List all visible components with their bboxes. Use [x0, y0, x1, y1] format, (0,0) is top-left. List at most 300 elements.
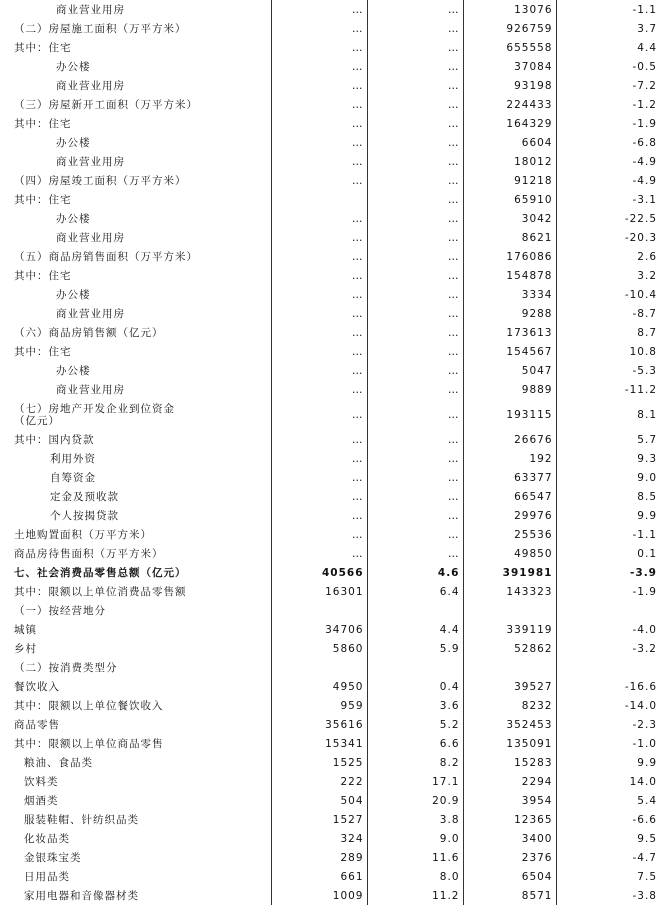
- cell-c3: 9288: [463, 304, 556, 323]
- row-label: [0, 323, 271, 342]
- row-label-text: 家用电器和音像器材类: [24, 889, 139, 902]
- cell-c3: 26676: [463, 430, 556, 449]
- table-row: [0, 886, 669, 905]
- table-row: [0, 95, 669, 114]
- cell-c3: 193115: [463, 399, 556, 430]
- row-label-text: 商业营业用房: [56, 383, 125, 396]
- row-label-text: 其中：国内贷款: [14, 433, 95, 446]
- cell-c1: …: [271, 38, 367, 57]
- row-label: [0, 57, 271, 76]
- cell-c2: …: [367, 19, 463, 38]
- cell-c2: 3.8: [367, 810, 463, 829]
- cell-c1: …: [271, 487, 367, 506]
- table-row: [0, 171, 669, 190]
- table-row: [0, 810, 669, 829]
- row-label-text: 利用外资: [50, 452, 96, 465]
- row-label-text: 商业营业用房: [56, 307, 125, 320]
- cell-c4: 4.4: [637, 41, 657, 54]
- cell-c4: 9.3: [637, 452, 657, 465]
- row-label: [0, 506, 271, 525]
- row-label-text: （二）按消费类型分: [14, 661, 118, 674]
- row-label-text: 定金及预收款: [50, 490, 119, 503]
- row-label: [0, 228, 271, 247]
- cell-c2: …: [367, 468, 463, 487]
- row-label: [0, 399, 271, 430]
- cell-c2: 0.4: [367, 677, 463, 696]
- row-label-text: 其中：住宅: [14, 41, 72, 54]
- cell-c4: -11.2: [624, 383, 657, 396]
- table-row: [0, 544, 669, 563]
- cell-c1: …: [271, 361, 367, 380]
- row-label-text: 商业营业用房: [56, 155, 125, 168]
- cell-c4: 8.1: [637, 408, 657, 421]
- cell-c4: -16.6: [624, 680, 657, 693]
- row-label-text: 金银珠宝类: [24, 851, 82, 864]
- row-label-text: 其中：限额以上单位餐饮收入: [14, 699, 164, 712]
- cell-c3: 29976: [463, 506, 556, 525]
- cell-c2: 9.0: [367, 829, 463, 848]
- cell-c2: …: [367, 487, 463, 506]
- cell-c4: [556, 601, 669, 620]
- row-label: [0, 810, 271, 829]
- cell-c4: -3.1: [632, 193, 657, 206]
- cell-c1: …: [271, 114, 367, 133]
- cell-c4: -3.8: [632, 889, 657, 902]
- row-label: [0, 791, 271, 810]
- row-label: [0, 772, 271, 791]
- row-label: [0, 247, 271, 266]
- cell-c4: -14.0: [624, 699, 657, 712]
- row-label-text: 土地购置面积（万平方米）: [14, 528, 152, 541]
- row-label-text: 化妆品类: [24, 832, 70, 845]
- cell-c1: …: [271, 544, 367, 563]
- cell-c4: -0.5: [632, 60, 657, 73]
- row-label: [0, 361, 271, 380]
- row-label-text: 自筹资金: [50, 471, 96, 484]
- table-row: [0, 449, 669, 468]
- row-label: [0, 829, 271, 848]
- cell-c1: 1525: [271, 753, 367, 772]
- row-label-text: 服装鞋帽、针纺织品类: [24, 813, 139, 826]
- row-label-text: 商品零售: [14, 718, 60, 731]
- cell-c3: 192: [463, 449, 556, 468]
- row-label: [0, 209, 271, 228]
- table-row: [0, 487, 669, 506]
- table-row: [0, 57, 669, 76]
- cell-c3: 12365: [463, 810, 556, 829]
- cell-c3: 15283: [463, 753, 556, 772]
- cell-c3: 25536: [463, 525, 556, 544]
- table-row: [0, 848, 669, 867]
- row-label: [0, 38, 271, 57]
- table-row: [0, 114, 669, 133]
- row-label-text: 商业营业用房: [56, 79, 125, 92]
- cell-c4: 2.6: [637, 250, 657, 263]
- row-label-text: 商业营业用房: [56, 3, 125, 16]
- row-label: [0, 696, 271, 715]
- cell-c4: 3.7: [637, 22, 657, 35]
- cell-c2: …: [367, 380, 463, 399]
- cell-c1: …: [271, 95, 367, 114]
- table-row: [0, 399, 669, 430]
- cell-c2: …: [367, 323, 463, 342]
- row-label: [0, 0, 271, 19]
- cell-c2: 4.4: [367, 620, 463, 639]
- cell-c3: 176086: [463, 247, 556, 266]
- cell-c1: …: [271, 266, 367, 285]
- cell-c2: 8.2: [367, 753, 463, 772]
- cell-c4: -10.4: [624, 288, 657, 301]
- cell-c4: -1.2: [632, 98, 657, 111]
- table-row: [0, 133, 669, 152]
- cell-c2: …: [367, 57, 463, 76]
- cell-c1: 959: [271, 696, 367, 715]
- row-label: [0, 76, 271, 95]
- table-row: [0, 342, 669, 361]
- row-label: [0, 544, 271, 563]
- cell-c3: 143323: [463, 582, 556, 601]
- cell-c1: 1527: [271, 810, 367, 829]
- row-label-text: 饮料类: [24, 775, 59, 788]
- cell-c4: 9.9: [637, 756, 657, 769]
- cell-c3: 391981: [463, 563, 556, 582]
- row-label-text: 烟酒类: [24, 794, 59, 807]
- row-label: [0, 582, 271, 601]
- cell-c1: …: [271, 19, 367, 38]
- cell-c2: …: [367, 76, 463, 95]
- cell-c1: 504: [271, 791, 367, 810]
- row-label-text: （六）商品房销售额（亿元）: [14, 326, 164, 339]
- cell-c2: …: [367, 525, 463, 544]
- cell-c3: 49850: [463, 544, 556, 563]
- row-label: [0, 133, 271, 152]
- row-label: [0, 190, 271, 209]
- row-label: [0, 886, 271, 905]
- cell-c3: 8571: [463, 886, 556, 905]
- cell-c3: 655558: [463, 38, 556, 57]
- cell-c4: -4.7: [632, 851, 657, 864]
- table-row: [0, 734, 669, 753]
- row-label-text: 办公楼: [56, 288, 91, 301]
- row-label-text: 粮油、食品类: [24, 756, 93, 769]
- row-label: [0, 266, 271, 285]
- cell-c1: …: [271, 342, 367, 361]
- row-label-text: 其中：住宅: [14, 117, 72, 130]
- cell-c1: …: [271, 285, 367, 304]
- cell-c2: 5.9: [367, 639, 463, 658]
- row-label-text: 其中：限额以上单位消费品零售额: [14, 585, 187, 598]
- table-row: [0, 361, 669, 380]
- cell-c1: 1009: [271, 886, 367, 905]
- row-label: [0, 734, 271, 753]
- table-row: [0, 152, 669, 171]
- cell-c2: …: [367, 361, 463, 380]
- cell-c4: 9.9: [637, 509, 657, 522]
- cell-c1: …: [271, 171, 367, 190]
- cell-c2: 20.9: [367, 791, 463, 810]
- cell-c4: [556, 658, 669, 677]
- cell-c3: 63377: [463, 468, 556, 487]
- row-label-text: 七、社会消费品零售总额（亿元）: [14, 566, 187, 579]
- cell-c3: 18012: [463, 152, 556, 171]
- cell-c4: -4.0: [632, 623, 657, 636]
- row-label: [0, 715, 271, 734]
- cell-c3: 154567: [463, 342, 556, 361]
- cell-c2: 5.2: [367, 715, 463, 734]
- cell-c1: …: [271, 152, 367, 171]
- cell-c3: 91218: [463, 171, 556, 190]
- cell-c3: 3334: [463, 285, 556, 304]
- cell-c4: -8.7: [632, 307, 657, 320]
- table-row: [0, 76, 669, 95]
- table-row: [0, 190, 669, 209]
- cell-c2: 8.0: [367, 867, 463, 886]
- cell-c3: 135091: [463, 734, 556, 753]
- cell-c4: -1.9: [632, 585, 657, 598]
- cell-c3: 5047: [463, 361, 556, 380]
- cell-c1: …: [271, 304, 367, 323]
- cell-c2: …: [367, 285, 463, 304]
- row-label-text: 办公楼: [56, 60, 91, 73]
- cell-c1: …: [271, 506, 367, 525]
- table-row: [0, 601, 669, 620]
- row-label: [0, 449, 271, 468]
- table-row: [0, 247, 669, 266]
- table-row: [0, 772, 669, 791]
- row-label-text: 其中：住宅: [14, 345, 72, 358]
- cell-c2: …: [367, 228, 463, 247]
- row-label: [0, 19, 271, 38]
- cell-c4: -2.3: [632, 718, 657, 731]
- cell-c4: 0.1: [637, 547, 657, 560]
- table-row: [0, 19, 669, 38]
- row-label-text: （七）房地产开发企业到位资金: [14, 402, 175, 415]
- row-label-text: 城镇: [14, 623, 37, 636]
- cell-c3: 2376: [463, 848, 556, 867]
- cell-c2: 17.1: [367, 772, 463, 791]
- row-label: [0, 753, 271, 772]
- cell-c3: 9889: [463, 380, 556, 399]
- cell-c4: -3.2: [632, 642, 657, 655]
- row-label-text: （五）商品房销售面积（万平方米）: [14, 250, 198, 263]
- cell-c3: 3042: [463, 209, 556, 228]
- cell-c4: 14.0: [629, 775, 657, 788]
- cell-c4: -1.9: [632, 117, 657, 130]
- cell-c2: 11.2: [367, 886, 463, 905]
- row-label: [0, 342, 271, 361]
- row-label: [0, 677, 271, 696]
- cell-c2: …: [367, 304, 463, 323]
- cell-c4: 10.8: [629, 345, 657, 358]
- cell-c4: 7.5: [637, 870, 657, 883]
- cell-c2: …: [367, 266, 463, 285]
- cell-c1: …: [271, 399, 367, 430]
- row-label: [0, 867, 271, 886]
- cell-c1: 289: [271, 848, 367, 867]
- row-label: [0, 658, 271, 677]
- cell-c1: [271, 601, 367, 620]
- cell-c1: …: [271, 449, 367, 468]
- cell-c4: -4.9: [632, 174, 657, 187]
- cell-c2: …: [367, 38, 463, 57]
- cell-c3: 173613: [463, 323, 556, 342]
- cell-c3: 93198: [463, 76, 556, 95]
- table-row: [0, 304, 669, 323]
- cell-c1: [271, 190, 367, 209]
- cell-c1: 5860: [271, 639, 367, 658]
- cell-c4: 3.2: [637, 269, 657, 282]
- cell-c4: -6.6: [632, 813, 657, 826]
- cell-c4: -1.1: [632, 528, 657, 541]
- row-label: [0, 171, 271, 190]
- row-label-text: 商业营业用房: [56, 231, 125, 244]
- cell-c2: [367, 601, 463, 620]
- cell-c2: …: [367, 95, 463, 114]
- cell-c1: [271, 658, 367, 677]
- cell-c3: 13076: [463, 0, 556, 19]
- row-label-text: （四）房屋竣工面积（万平方米）: [14, 174, 187, 187]
- row-label: [0, 487, 271, 506]
- cell-c2: …: [367, 133, 463, 152]
- cell-c3: 39527: [463, 677, 556, 696]
- table-row: [0, 209, 669, 228]
- cell-c3: 154878: [463, 266, 556, 285]
- row-label: [0, 430, 271, 449]
- row-label-text: 其中：限额以上单位商品零售: [14, 737, 164, 750]
- row-label-text: 乡村: [14, 642, 37, 655]
- cell-c2: …: [367, 247, 463, 266]
- cell-c4: 5.7: [637, 433, 657, 446]
- cell-c1: …: [271, 468, 367, 487]
- row-label: [0, 304, 271, 323]
- cell-c3: 3400: [463, 829, 556, 848]
- cell-c3: 37084: [463, 57, 556, 76]
- row-label-text: 日用品类: [24, 870, 70, 883]
- cell-c3: 6504: [463, 867, 556, 886]
- row-label-text: （二）房屋施工面积（万平方米）: [14, 22, 187, 35]
- row-label: [0, 620, 271, 639]
- row-label-text: （三）房屋新开工面积（万平方米）: [14, 98, 198, 111]
- row-label-text: 其中：住宅: [14, 269, 72, 282]
- cell-c4: 9.0: [637, 471, 657, 484]
- cell-c2: …: [367, 342, 463, 361]
- row-label-text-cont: （亿元）: [14, 414, 60, 427]
- table-row: [0, 506, 669, 525]
- cell-c1: …: [271, 76, 367, 95]
- cell-c3: 339119: [463, 620, 556, 639]
- cell-c3: 8621: [463, 228, 556, 247]
- cell-c3: [463, 658, 556, 677]
- table-row: [0, 829, 669, 848]
- cell-c1: …: [271, 247, 367, 266]
- cell-c3: 926759: [463, 19, 556, 38]
- cell-c2: 3.6: [367, 696, 463, 715]
- cell-c2: …: [367, 171, 463, 190]
- cell-c4: 8.7: [637, 326, 657, 339]
- row-label: [0, 525, 271, 544]
- row-label: [0, 95, 271, 114]
- cell-c2: 6.4: [367, 582, 463, 601]
- table-row: [0, 658, 669, 677]
- cell-c4: -1.1: [632, 3, 657, 16]
- row-label: [0, 563, 271, 582]
- table-row: [0, 753, 669, 772]
- cell-c3: 2294: [463, 772, 556, 791]
- cell-c2: …: [367, 209, 463, 228]
- cell-c4: -3.9: [630, 566, 657, 579]
- cell-c1: 4950: [271, 677, 367, 696]
- cell-c4: -4.9: [632, 155, 657, 168]
- cell-c1: 15341: [271, 734, 367, 753]
- cell-c1: …: [271, 525, 367, 544]
- table-row: [0, 639, 669, 658]
- cell-c4: -1.0: [632, 737, 657, 750]
- cell-c3: 3954: [463, 791, 556, 810]
- row-label-text: 餐饮收入: [14, 680, 60, 693]
- cell-c1: 16301: [271, 582, 367, 601]
- cell-c2: …: [367, 190, 463, 209]
- row-label: [0, 114, 271, 133]
- cell-c4: -22.5: [624, 212, 657, 225]
- table-row: [0, 323, 669, 342]
- cell-c4: -5.3: [632, 364, 657, 377]
- row-label: [0, 285, 271, 304]
- cell-c1: …: [271, 323, 367, 342]
- table-row: [0, 867, 669, 886]
- row-label: [0, 152, 271, 171]
- cell-c4: 5.4: [637, 794, 657, 807]
- cell-c2: …: [367, 152, 463, 171]
- cell-c1: 222: [271, 772, 367, 791]
- table-row: [0, 228, 669, 247]
- row-label-text: 办公楼: [56, 136, 91, 149]
- row-label-text: 商品房待售面积（万平方米）: [14, 547, 164, 560]
- cell-c2: …: [367, 114, 463, 133]
- row-label: [0, 601, 271, 620]
- cell-c2: …: [367, 0, 463, 19]
- cell-c3: [463, 601, 556, 620]
- row-label-text: 其中：住宅: [14, 193, 72, 206]
- cell-c3: 65910: [463, 190, 556, 209]
- table-row: [0, 380, 669, 399]
- cell-c3: 52862: [463, 639, 556, 658]
- row-label-text: （一）按经营地分: [14, 604, 106, 617]
- cell-c1: 34706: [271, 620, 367, 639]
- cell-c3: 352453: [463, 715, 556, 734]
- table-row: [0, 582, 669, 601]
- table-row: [0, 677, 669, 696]
- table-row: [0, 696, 669, 715]
- cell-c2: 6.6: [367, 734, 463, 753]
- cell-c2: [367, 658, 463, 677]
- cell-c1: …: [271, 133, 367, 152]
- cell-c4: -6.8: [632, 136, 657, 149]
- table-row: [0, 563, 669, 582]
- cell-c1: …: [271, 380, 367, 399]
- cell-c4: -7.2: [632, 79, 657, 92]
- row-label: [0, 848, 271, 867]
- cell-c1: 324: [271, 829, 367, 848]
- table-row: [0, 38, 669, 57]
- cell-c2: 4.6: [367, 563, 463, 582]
- cell-c3: 224433: [463, 95, 556, 114]
- cell-c2: …: [367, 506, 463, 525]
- table-row: [0, 266, 669, 285]
- cell-c2: …: [367, 544, 463, 563]
- table-row: [0, 430, 669, 449]
- row-label: [0, 639, 271, 658]
- cell-c3: 8232: [463, 696, 556, 715]
